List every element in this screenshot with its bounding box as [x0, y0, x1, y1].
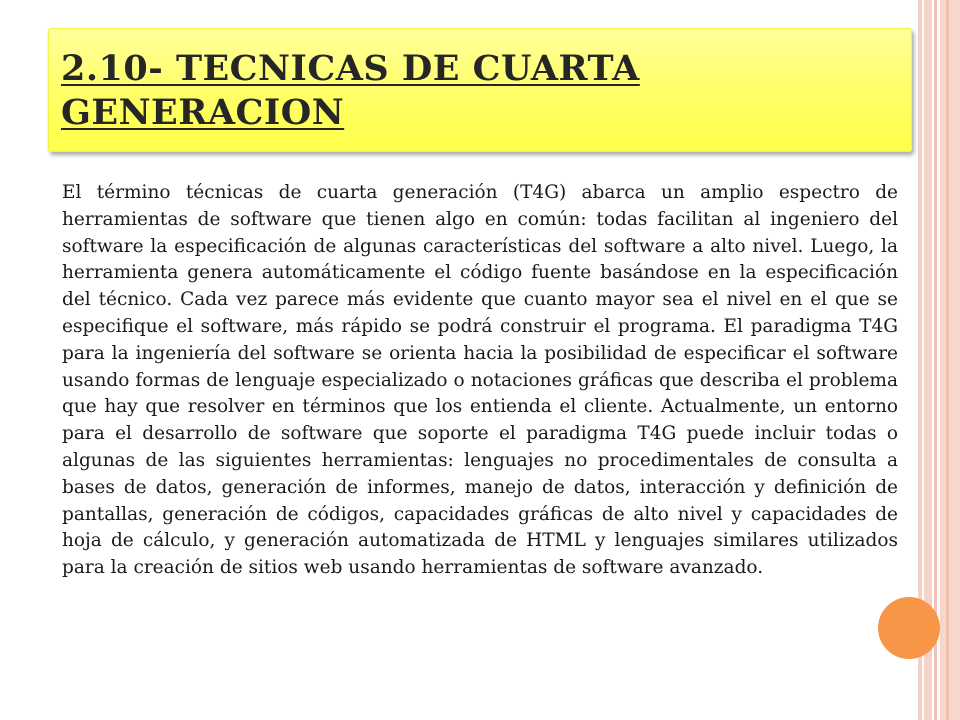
- slide-title: 2.10- TECNICAS DE CUARTA GENERACION: [61, 48, 640, 133]
- title-box: [48, 28, 912, 152]
- body-paragraph: El término técnicas de cuarta generación (T4G) abarca un amplio espectro de herramientas de software que tienen algo en común: todas facilitan al ingeniero del software la especificación de algunas características del software a alto nivel. Luego, la herramienta genera automáticamente el código fuente basándose en la especificación del técnico. Cada vez parece más evidente que cuanto mayor sea el nivel en el que se especifique el software, más rápido se podrá construir el programa. El paradigma T4G para la ingeniería del software se orienta hacia la posibilidad de especificar el software usando formas de lenguaje especializado o notaciones gráficas que describa el problema que hay que resolver en términos que los entienda el cliente. Actualmente, un entorno para el desarrollo de software que soporte el paradigma T4G puede incluir todas o algunas de las siguientes herramientas: lenguajes no procedimentales de consulta a bases de datos, generación de informes, manejo de datos, interacción y definición de pantallas, generación de códigos, capacidades gráficas de alto nivel y capacidades de hoja de cálculo, y generación automatizada de HTML y lenguajes similares utilizados para la creación de sitios web usando herramientas de software avanzado.: [62, 182, 898, 579]
- decorative-stripe: [940, 0, 960, 720]
- decorative-stripe: [946, 0, 949, 720]
- decorative-circle: [878, 597, 940, 659]
